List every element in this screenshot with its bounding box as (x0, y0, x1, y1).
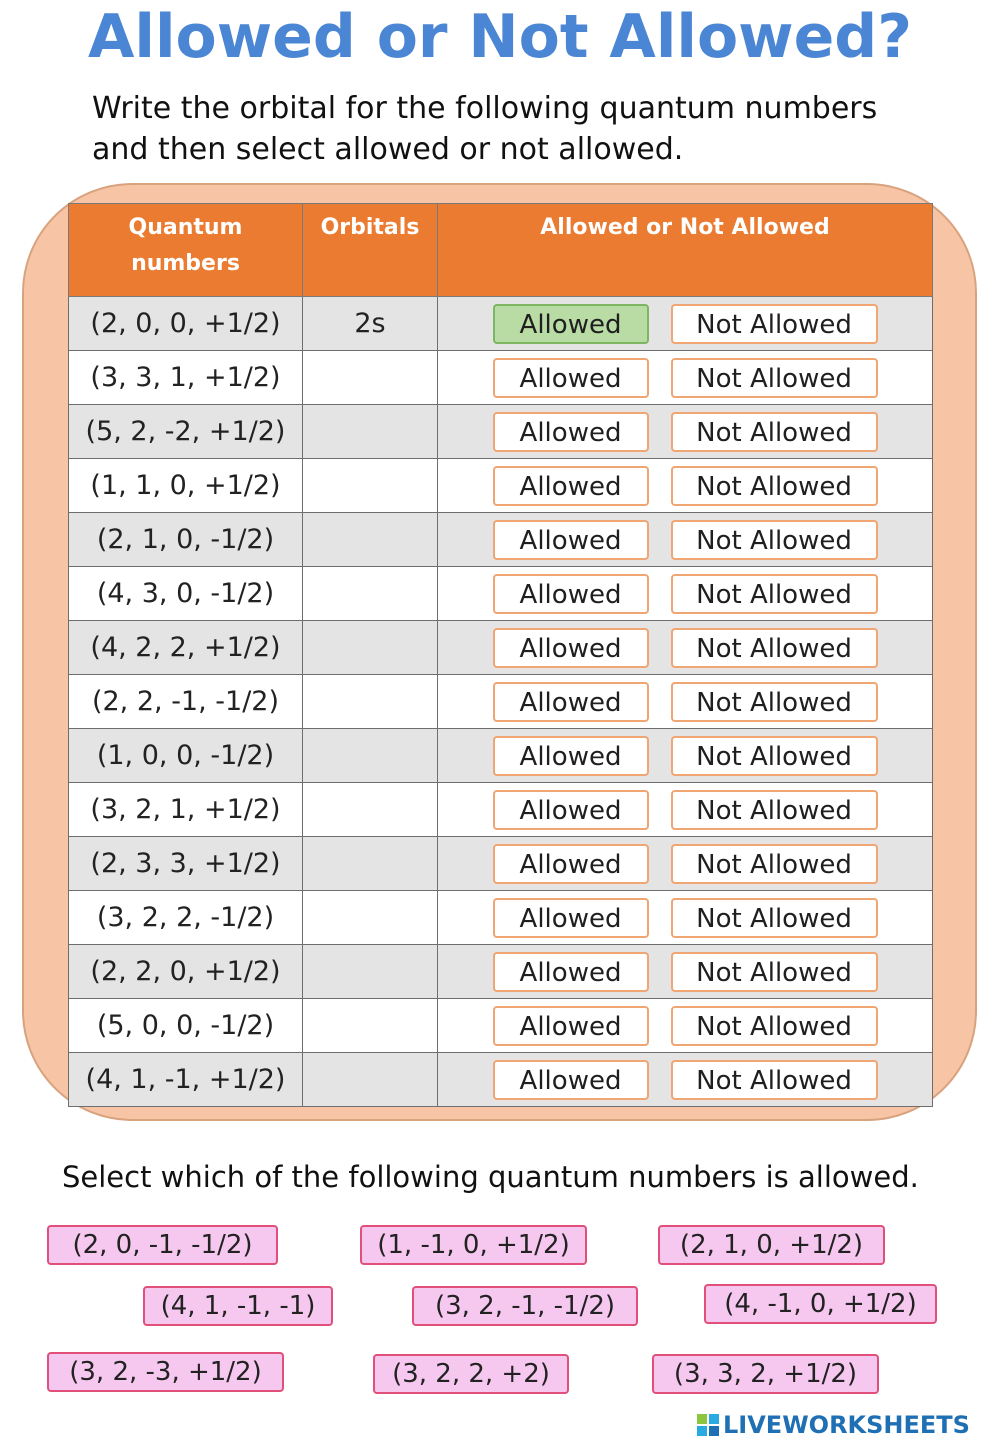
quantum-number-chip[interactable]: (4, 1, -1, -1) (143, 1286, 333, 1326)
orbital-input[interactable] (303, 513, 438, 567)
orbital-input[interactable] (303, 837, 438, 891)
quantum-numbers-cell: (2, 2, 0, +1/2) (69, 945, 303, 999)
quantum-numbers-cell: (1, 1, 0, +1/2) (69, 459, 303, 513)
not-allowed-button[interactable]: Not Allowed (671, 358, 878, 398)
allowed-button[interactable]: Allowed (493, 682, 649, 722)
orbital-input[interactable] (303, 459, 438, 513)
orbital-input[interactable] (303, 567, 438, 621)
choice-group (438, 790, 932, 830)
choice-group (438, 682, 932, 722)
choice-cell (438, 567, 933, 621)
orbital-input[interactable] (303, 729, 438, 783)
orbital-input[interactable] (303, 945, 438, 999)
allowed-button[interactable]: Allowed (493, 1060, 649, 1100)
quantum-number-chip[interactable]: (1, -1, 0, +1/2) (360, 1225, 587, 1265)
choice-cell (438, 891, 933, 945)
not-allowed-button[interactable]: Not Allowed (671, 520, 878, 560)
choice-group (438, 844, 932, 884)
quantum-numbers-cell: (1, 0, 0, -1/2) (69, 729, 303, 783)
orbital-input[interactable] (303, 999, 438, 1053)
choice-cell (438, 621, 933, 675)
not-allowed-button[interactable]: Not Allowed (671, 844, 878, 884)
not-allowed-button[interactable]: Not Allowed (671, 574, 878, 614)
table-row (69, 999, 933, 1053)
allowed-button[interactable]: Allowed (493, 574, 649, 614)
choice-group (438, 574, 932, 614)
not-allowed-button[interactable]: Not Allowed (671, 898, 878, 938)
table-row (69, 405, 933, 459)
header-quantum-numbers: Quantum numbers (69, 204, 303, 297)
not-allowed-button[interactable]: Not Allowed (671, 952, 878, 992)
orbital-input[interactable] (303, 783, 438, 837)
choice-cell (438, 405, 933, 459)
choice-cell (438, 999, 933, 1053)
choice-group (438, 736, 932, 776)
not-allowed-button[interactable]: Not Allowed (671, 790, 878, 830)
choice-cell (438, 1053, 933, 1107)
allowed-button[interactable]: Allowed (493, 844, 649, 884)
allowed-button[interactable]: Allowed (493, 466, 649, 506)
choice-group (438, 412, 932, 452)
choice-cell (438, 351, 933, 405)
quantum-number-chip[interactable]: (2, 1, 0, +1/2) (658, 1225, 885, 1265)
table-row (69, 567, 933, 621)
allowed-button[interactable]: Allowed (493, 628, 649, 668)
question-2-text: Select which of the following quantum numbers is allowed. (62, 1160, 919, 1194)
not-allowed-button[interactable]: Not Allowed (671, 736, 878, 776)
allowed-button[interactable]: Allowed (493, 358, 649, 398)
orbital-input[interactable] (303, 891, 438, 945)
header-allowed-or-not: Allowed or Not Allowed (438, 204, 933, 297)
choice-group (438, 520, 932, 560)
choice-group (438, 1060, 932, 1100)
quantum-numbers-cell: (5, 0, 0, -1/2) (69, 999, 303, 1053)
choice-group (438, 952, 932, 992)
quantum-numbers-cell: (5, 2, -2, +1/2) (69, 405, 303, 459)
orbital-input[interactable] (303, 621, 438, 675)
quantum-numbers-cell: (4, 2, 2, +1/2) (69, 621, 303, 675)
choice-cell (438, 297, 933, 351)
orbital-input[interactable] (303, 675, 438, 729)
orbital-input[interactable] (303, 405, 438, 459)
allowed-button[interactable]: Allowed (493, 736, 649, 776)
choice-cell (438, 729, 933, 783)
page-title: Allowed or Not Allowed? (87, 2, 913, 72)
quantum-numbers-cell: (2, 2, -1, -1/2) (69, 675, 303, 729)
table-row (69, 1053, 933, 1107)
instructions-text: Write the orbital for the following quantum numbers and then select allowed or not allowed. (92, 91, 878, 167)
allowed-button[interactable]: Allowed (493, 1006, 649, 1046)
not-allowed-button[interactable]: Not Allowed (671, 682, 878, 722)
quantum-numbers-cell: (3, 2, 2, -1/2) (69, 891, 303, 945)
quantum-numbers-cell: (3, 2, 1, +1/2) (69, 783, 303, 837)
table-row (69, 729, 933, 783)
quantum-number-chip[interactable]: (3, 3, 2, +1/2) (652, 1354, 879, 1394)
table-row (69, 459, 933, 513)
logo-text: LIVEWORKSHEETS (723, 1411, 970, 1439)
quantum-numbers-cell: (2, 1, 0, -1/2) (69, 513, 303, 567)
not-allowed-button[interactable]: Not Allowed (671, 304, 878, 344)
logo-icon (697, 1414, 719, 1436)
quantum-numbers-cell: (2, 3, 3, +1/2) (69, 837, 303, 891)
quantum-table (68, 203, 933, 1107)
allowed-button[interactable]: Allowed (493, 412, 649, 452)
not-allowed-button[interactable]: Not Allowed (671, 1060, 878, 1100)
choice-cell (438, 513, 933, 567)
table-header-row (69, 204, 933, 297)
choice-group (438, 466, 932, 506)
not-allowed-button[interactable]: Not Allowed (671, 412, 878, 452)
quantum-number-chip[interactable]: (3, 2, -3, +1/2) (47, 1352, 284, 1392)
orbital-input[interactable] (303, 351, 438, 405)
choice-cell (438, 945, 933, 999)
allowed-button[interactable]: Allowed (493, 790, 649, 830)
choice-group (438, 1006, 932, 1046)
choice-group (438, 628, 932, 668)
quantum-number-chip[interactable]: (4, -1, 0, +1/2) (704, 1284, 937, 1324)
choice-cell (438, 837, 933, 891)
choice-cell (438, 783, 933, 837)
not-allowed-button[interactable]: Not Allowed (671, 1006, 878, 1046)
quantum-number-chip[interactable]: (2, 0, -1, -1/2) (47, 1225, 278, 1265)
choice-cell (438, 459, 933, 513)
quantum-numbers-cell: (4, 1, -1, +1/2) (69, 1053, 303, 1107)
quantum-number-chip[interactable]: (3, 2, 2, +2) (373, 1354, 569, 1394)
table-row (69, 783, 933, 837)
choice-group (438, 358, 932, 398)
quantum-numbers-cell: (4, 3, 0, -1/2) (69, 567, 303, 621)
choice-group (438, 304, 932, 344)
liveworksheets-logo (697, 1410, 970, 1440)
choice-group (438, 898, 932, 938)
quantum-numbers-cell: (3, 3, 1, +1/2) (69, 351, 303, 405)
table-row (69, 675, 933, 729)
not-allowed-button[interactable]: Not Allowed (671, 628, 878, 668)
not-allowed-button[interactable]: Not Allowed (671, 466, 878, 506)
table-row (69, 837, 933, 891)
quantum-numbers-cell: (2, 0, 0, +1/2) (69, 297, 303, 351)
allowed-button[interactable]: Allowed (493, 952, 649, 992)
orbital-input[interactable] (303, 1053, 438, 1107)
table-row (69, 945, 933, 999)
quantum-number-chip[interactable]: (3, 2, -1, -1/2) (412, 1286, 638, 1326)
table-row (69, 513, 933, 567)
choice-cell (438, 675, 933, 729)
table-row (69, 297, 933, 351)
allowed-button[interactable]: Allowed (493, 898, 649, 938)
table-row (69, 351, 933, 405)
orbital-input[interactable]: 2s (303, 297, 438, 351)
allowed-button[interactable]: Allowed (493, 304, 649, 344)
allowed-button[interactable]: Allowed (493, 520, 649, 560)
table-row (69, 891, 933, 945)
header-orbitals: Orbitals (303, 204, 438, 297)
table-row (69, 621, 933, 675)
